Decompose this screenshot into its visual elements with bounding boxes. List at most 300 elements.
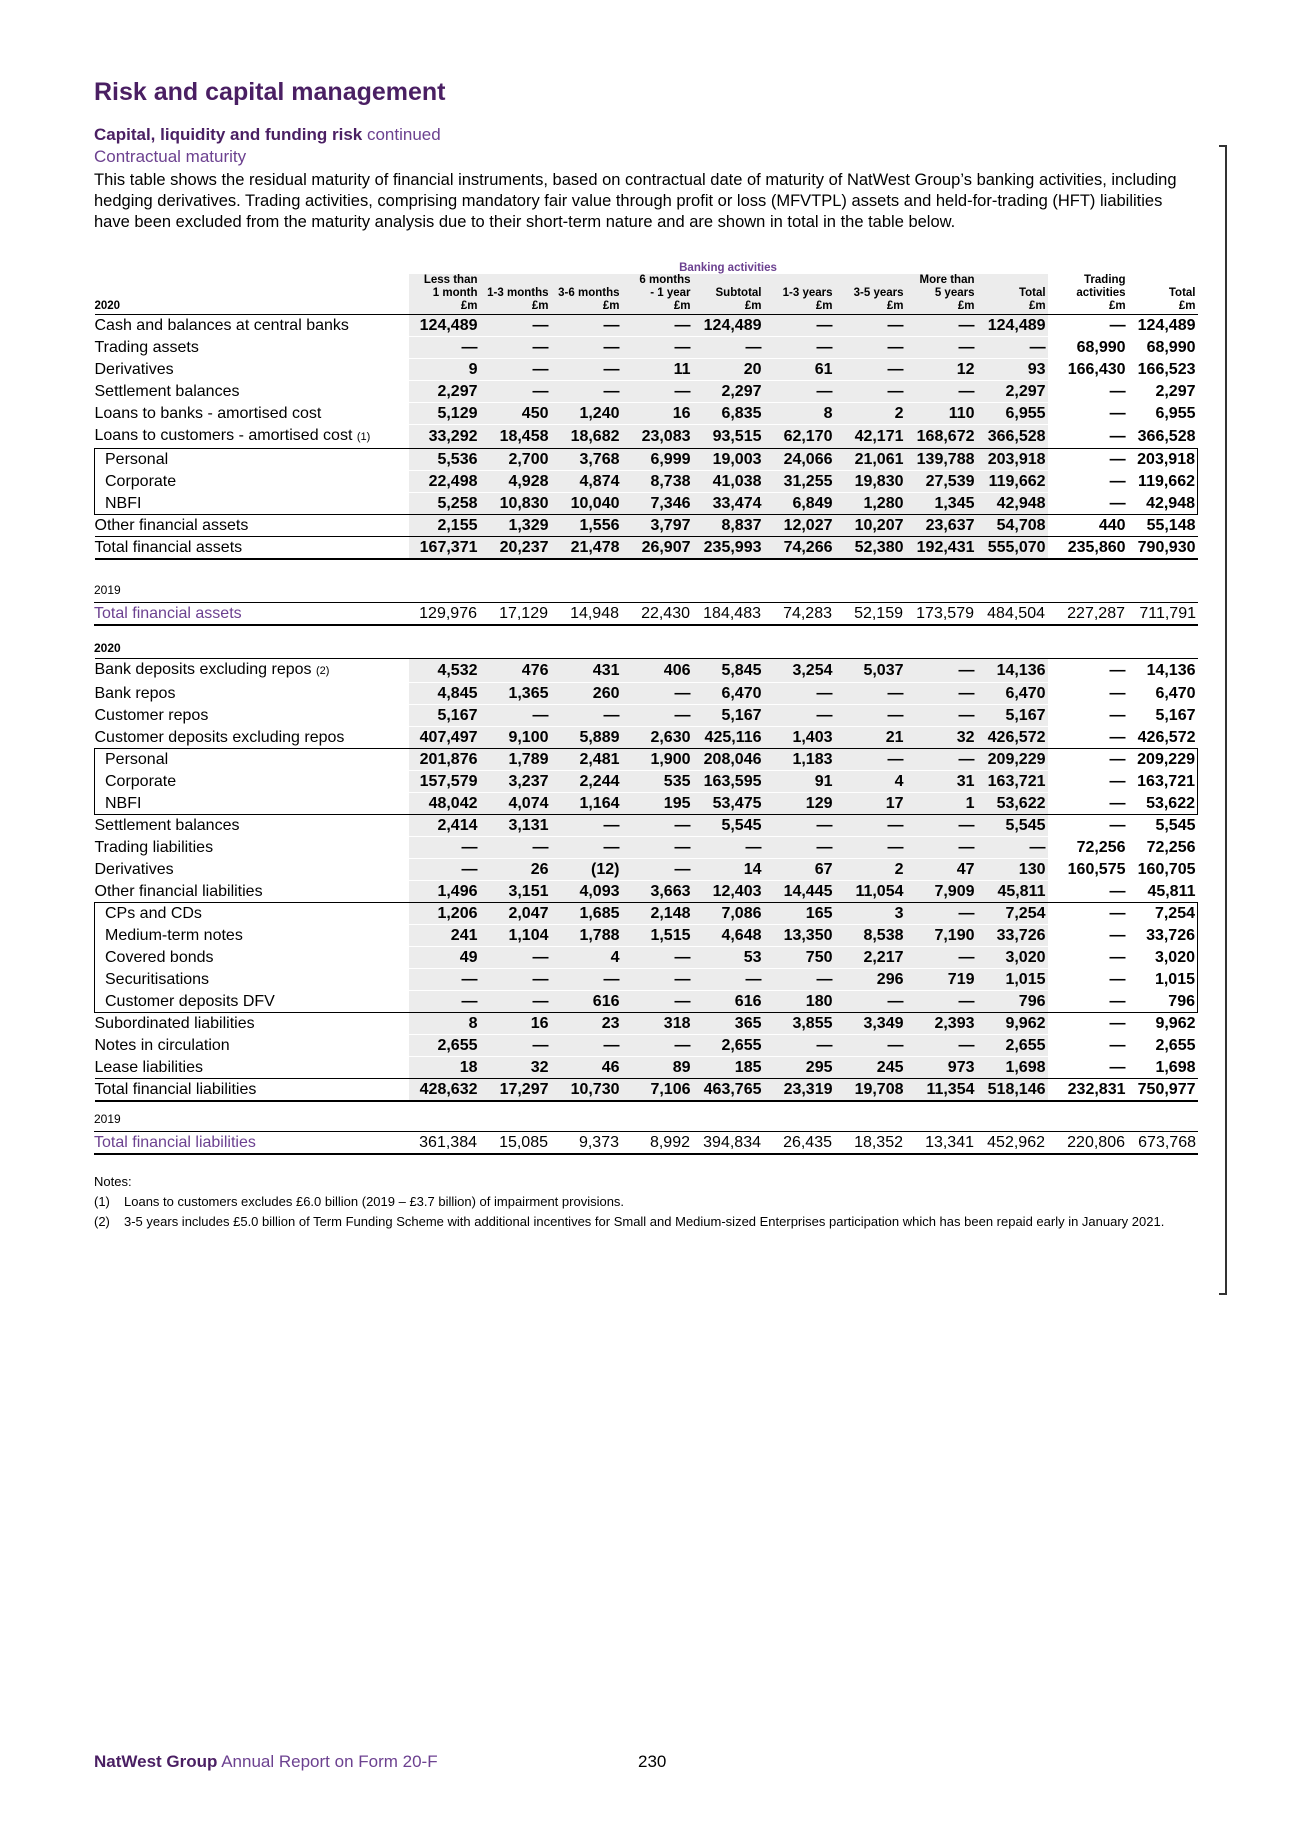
table-cell: 9 [409,359,480,381]
table-cell: 2,155 [409,515,480,537]
table-cell: — [409,859,480,881]
table-cell: — [764,337,835,359]
row-label [95,1035,409,1057]
table-cell: 4,874 [551,471,622,493]
liabilities-2019-label: Total financial liabilities [94,1132,408,1155]
table-cell: — [835,705,906,727]
table-cell: 8 [409,1013,480,1035]
table-cell: — [835,815,906,837]
table-cell: 3,020 [977,947,1048,969]
table-cell: 168,672 [906,425,977,449]
page-title: Risk and capital management [94,78,446,106]
table-cell: 2,217 [835,947,906,969]
table-cell: 407,497 [409,727,480,749]
table-cell: 5,536 [409,449,480,471]
table-cell: 18,682 [551,425,622,449]
row-label [95,315,409,337]
table-cell: 33,474 [693,493,764,515]
table-cell: — [764,969,835,991]
table-cell: — [1048,1035,1128,1057]
table-cell: 2,655 [1128,1035,1198,1057]
table-cell: 48,042 [409,793,480,815]
table-cell: 42,948 [977,493,1048,515]
row-label-text: Customer deposits excluding repos [94,729,345,746]
table-cell: — [1048,815,1128,837]
row-label-text: Securitisations [105,971,210,988]
assets-2019-table [94,602,1198,626]
column-header-unit: £m [673,300,691,312]
table-cell: 11,354 [906,1079,977,1102]
table-cell: — [693,837,764,859]
table-cell: 220,806 [1047,1132,1127,1155]
column-header-line1: More than [919,274,975,286]
table-row [95,771,1198,793]
table-cell: 61 [764,359,835,381]
table-cell: 12,027 [764,515,835,537]
row-label-text: Corporate [105,473,177,490]
row-label-text: Notes in circulation [94,1037,230,1054]
table-cell: 22,430 [621,603,692,626]
table-cell: 440 [1048,515,1128,537]
table-cell: 72,256 [1048,837,1128,859]
table-row [95,537,1198,560]
table-cell: 166,523 [1128,359,1198,381]
table-cell: 260 [551,683,622,705]
table-row [95,471,1198,493]
table-cell: 1,345 [906,493,977,515]
row-label-text: Medium-term notes [105,927,243,944]
row-label [95,881,409,903]
table-cell: 110 [906,403,977,425]
table-cell: — [906,705,977,727]
table-cell: 9,962 [977,1013,1048,1035]
table-cell: 5,129 [409,403,480,425]
table-cell: 167,371 [409,537,480,560]
table-cell: 1,900 [622,749,693,771]
table-cell: 185 [693,1057,764,1079]
table-cell: — [1048,403,1128,425]
column-header-line1: Less than [423,274,478,286]
row-label [95,515,409,537]
table-cell: 4,532 [409,659,480,683]
table-cell: 235,993 [693,537,764,560]
table-cell: 4,093 [551,881,622,903]
column-header-line2: 1-3 years [782,287,833,299]
table-cell: 5,889 [551,727,622,749]
table-cell: — [693,969,764,991]
column-header [835,274,906,315]
table-row [95,381,1198,403]
table-cell: 9,373 [550,1132,621,1155]
table-cell: — [480,381,551,403]
row-label [95,1079,409,1102]
table-cell: 1,015 [1128,969,1198,991]
table-row [95,705,1198,727]
row-label [95,859,409,881]
table-cell: 3,349 [835,1013,906,1035]
table-cell: — [764,1035,835,1057]
table-cell: 452,962 [976,1132,1047,1155]
table-cell: — [551,1035,622,1057]
table-row [95,925,1198,947]
row-label [95,727,409,749]
row-label [95,471,409,493]
table-cell: — [1048,659,1128,683]
table-cell: 23,083 [622,425,693,449]
liabilities-table [94,658,1198,1102]
row-label-text: Subordinated liabilities [94,1015,255,1032]
column-header [551,274,622,315]
table-cell: — [1048,381,1128,403]
table-cell: — [764,705,835,727]
row-label-text: Cash and balances at central banks [94,317,349,334]
table-cell: 27,539 [906,471,977,493]
table-cell: 11,054 [835,881,906,903]
table-cell: — [480,1035,551,1057]
table-cell: 3,663 [622,881,693,903]
section-subheading [94,125,441,145]
table-cell: — [480,359,551,381]
table-row [95,659,1198,683]
table-cell: 518,146 [977,1079,1048,1102]
table-cell: 2,297 [693,381,764,403]
table-cell: — [622,969,693,991]
table-cell: 2,655 [693,1035,764,1057]
table-cell: — [551,315,622,337]
table-cell: 180 [764,991,835,1013]
table-cell: — [1048,727,1128,749]
table-cell: 1,403 [764,727,835,749]
row-label-text: Customer repos [94,707,209,724]
row-label-text: Trading assets [94,339,199,356]
table-cell: — [835,749,906,771]
table-cell: — [764,683,835,705]
table-cell: 21 [835,727,906,749]
table-row [95,515,1198,537]
table-cell: 1,183 [764,749,835,771]
table-cell: — [977,337,1048,359]
table-cell: 476 [480,659,551,683]
table-cell: — [1048,705,1128,727]
table-cell: 8,992 [621,1132,692,1155]
liabilities-2019-year: 2019 [94,1112,121,1126]
table-cell: 15,085 [479,1132,550,1155]
row-label-text: Corporate [105,773,177,790]
table-cell: — [1048,471,1128,493]
column-header-line1 [693,274,762,287]
table-cell: 4,648 [693,925,764,947]
table-cell: — [622,837,693,859]
table-cell: — [764,381,835,403]
row-label [95,337,409,359]
table-cell: 2,630 [622,727,693,749]
assets-table [94,260,1198,560]
table-cell: 6,835 [693,403,764,425]
column-header [1048,274,1128,315]
table-cell: — [409,837,480,859]
table-cell: 209,229 [977,749,1048,771]
table-cell: 1,280 [835,493,906,515]
table-cell: 673,768 [1127,1132,1198,1155]
table-cell: 26 [480,859,551,881]
table-cell: 2,297 [1128,381,1198,403]
table-cell: 1,240 [551,403,622,425]
column-header-line1 [551,274,620,287]
assets-year: 2020 [94,300,121,312]
table-row [95,881,1198,903]
table-cell: 8 [764,403,835,425]
table-cell: 5,167 [1128,705,1198,727]
table-cell: 68,990 [1128,337,1198,359]
row-label-text: NBFI [105,795,142,812]
note-2 [94,1212,1194,1232]
row-label-text: Loans to banks - amortised cost [94,405,322,422]
table-cell: 1,496 [409,881,480,903]
table-cell: 2,700 [480,449,551,471]
liabilities-2019-table [94,1131,1198,1155]
table-cell: 129 [764,793,835,815]
table-cell: — [480,315,551,337]
column-header-line1: Trading [1084,274,1126,286]
table-cell: 9,100 [480,727,551,749]
table-cell: 13,350 [764,925,835,947]
table-cell: 163,721 [1128,771,1198,793]
table-cell: 184,483 [692,603,763,626]
table-cell: 1,556 [551,515,622,537]
table-cell: 6,470 [977,683,1048,705]
table-cell: — [835,337,906,359]
column-header-line2: activities [1076,287,1126,299]
table-cell: 6,849 [764,493,835,515]
table-cell: 555,070 [977,537,1048,560]
table-cell: 2,414 [409,815,480,837]
table-row [95,1057,1198,1079]
row-label-text: Personal [105,451,169,468]
column-header-unit: £m [1178,300,1196,312]
table-cell: 10,830 [480,493,551,515]
footnote-ref: (1) [356,431,371,443]
table-cell: 973 [906,1057,977,1079]
table-cell: 2,393 [906,1013,977,1035]
table-row [95,837,1198,859]
table-row [95,1013,1198,1035]
column-header-line2: 3-6 months [558,287,620,299]
table-cell: — [551,969,622,991]
table-cell: — [764,315,835,337]
table-cell: 16 [622,403,693,425]
column-header-line2: Total [1018,287,1046,299]
table-cell: 463,765 [693,1079,764,1102]
table-cell: — [906,659,977,683]
table-cell: 160,575 [1048,859,1128,881]
table-cell: — [622,859,693,881]
table-row [95,969,1198,991]
table-cell: — [551,337,622,359]
table-cell: 17 [835,793,906,815]
table-cell: 42,948 [1128,493,1198,515]
table-cell: 89 [622,1057,693,1079]
row-label [95,659,409,683]
column-header-line2: 1 month [432,287,478,299]
table-cell: 365 [693,1013,764,1035]
table-cell: 3,237 [480,771,551,793]
table-cell: — [906,337,977,359]
table-cell: 53,475 [693,793,764,815]
table-cell: 21,061 [835,449,906,471]
table-cell: 41,038 [693,471,764,493]
table-cell: 8,837 [693,515,764,537]
column-header-unit: £m [1028,300,1046,312]
column-header-line2: Subtotal [715,287,762,299]
table-cell: — [906,749,977,771]
table-cell: — [622,683,693,705]
table-cell: 295 [764,1057,835,1079]
table-cell: 711,791 [1127,603,1198,626]
table-cell: 361,384 [408,1132,479,1155]
page-number: 230 [638,1752,667,1771]
table-cell: 20 [693,359,764,381]
table-cell: — [1048,969,1128,991]
table-cell: 19,708 [835,1079,906,1102]
table-cell: 17,129 [479,603,550,626]
notes-title: Notes: [94,1174,132,1189]
row-label [95,1013,409,1035]
table-cell: 1 [906,793,977,815]
column-header-line1 [835,274,904,287]
table-cell: 227,287 [1047,603,1127,626]
table-row [95,991,1198,1013]
table-cell: — [906,381,977,403]
table-cell: 616 [551,991,622,1013]
table-cell: 5,167 [977,705,1048,727]
table-cell: 195 [622,793,693,815]
table-cell: — [906,837,977,859]
table-cell: 157,579 [409,771,480,793]
table-cell: — [906,683,977,705]
table-row [95,449,1198,471]
table-cell: 5,037 [835,659,906,683]
table-cell: 2,655 [977,1035,1048,1057]
table-cell: 23 [551,1013,622,1035]
row-label [95,425,409,449]
table-cell: 535 [622,771,693,793]
table-cell: 2,047 [480,903,551,925]
table-cell: — [622,815,693,837]
table-cell: 22,498 [409,471,480,493]
column-header-line1 [764,274,833,287]
table-cell: 7,106 [622,1079,693,1102]
row-label [95,837,409,859]
table-cell: 166,430 [1048,359,1128,381]
column-header-line2: 3-5 years [853,287,904,299]
table-cell: 47 [906,859,977,881]
table-row [95,493,1198,515]
table-cell: 10,040 [551,493,622,515]
table-cell: 796 [1128,991,1198,1013]
table-cell: 45,811 [977,881,1048,903]
table-cell: — [693,337,764,359]
table-cell: 6,955 [977,403,1048,425]
column-header [764,274,835,315]
table-cell: — [835,359,906,381]
table-cell: 7,254 [977,903,1048,925]
column-header [977,274,1048,315]
column-header-line2: 1-3 months [487,287,549,299]
row-label-text: Other financial assets [94,517,249,534]
table-cell: 450 [480,403,551,425]
table-row [95,727,1198,749]
table-cell: — [1048,449,1128,471]
table-cell: 12,403 [693,881,764,903]
table-cell: — [622,381,693,403]
row-label [95,749,409,771]
note-2-text: 3-5 years includes £5.0 billion of Term Funding Scheme with additional incentives for Small and Medium-sized Enterprises participation which has been repaid early in January 2021. [124,1214,1165,1229]
table-cell: 14,136 [1128,659,1198,683]
table-row [95,1079,1198,1102]
table-cell: 235,860 [1048,537,1128,560]
table-cell: 124,489 [409,315,480,337]
table-cell: 192,431 [906,537,977,560]
table-cell: 24,066 [764,449,835,471]
row-label-text: Settlement balances [94,817,240,834]
table-cell: 7,190 [906,925,977,947]
table-cell: — [835,837,906,859]
row-label [95,537,409,560]
column-header [1128,274,1198,315]
table-cell: — [551,815,622,837]
table-cell: 32 [906,727,977,749]
column-header-unit: £m [1108,300,1126,312]
table-cell: — [1048,1013,1128,1035]
table-row [95,815,1198,837]
table-cell: 428,632 [409,1079,480,1102]
table-cell: — [906,315,977,337]
note-1 [94,1192,1194,1212]
table-cell: 2,655 [409,1035,480,1057]
table-cell: 2 [835,859,906,881]
table-cell: 93,515 [693,425,764,449]
table-row [95,903,1198,925]
table-cell: 67 [764,859,835,881]
table-cell: 203,918 [1128,449,1198,471]
column-header-line1 [977,274,1046,287]
table-cell: — [622,947,693,969]
table-cell: 124,489 [693,315,764,337]
column-header [480,274,551,315]
table-cell: — [906,903,977,925]
table-cell: 12 [906,359,977,381]
table-cell: 74,283 [763,603,834,626]
subheading-continued: continued [366,125,441,144]
table-cell: 790,930 [1128,537,1198,560]
footer [94,1752,438,1772]
table-cell: 165 [764,903,835,925]
table-cell: 33,292 [409,425,480,449]
table-cell: 425,116 [693,727,764,749]
table-cell: 750,977 [1128,1079,1198,1102]
table-cell: — [409,969,480,991]
assets-2019-label: Total financial assets [94,603,408,626]
table-cell: 54,708 [977,515,1048,537]
row-label-text: Total financial assets [94,539,243,556]
table-cell: 53,622 [1128,793,1198,815]
column-header-unit: £m [460,300,478,312]
table-cell: — [906,991,977,1013]
table-cell: 8,538 [835,925,906,947]
row-label [95,493,409,515]
table-cell: 3,855 [764,1013,835,1035]
column-header [693,274,764,315]
